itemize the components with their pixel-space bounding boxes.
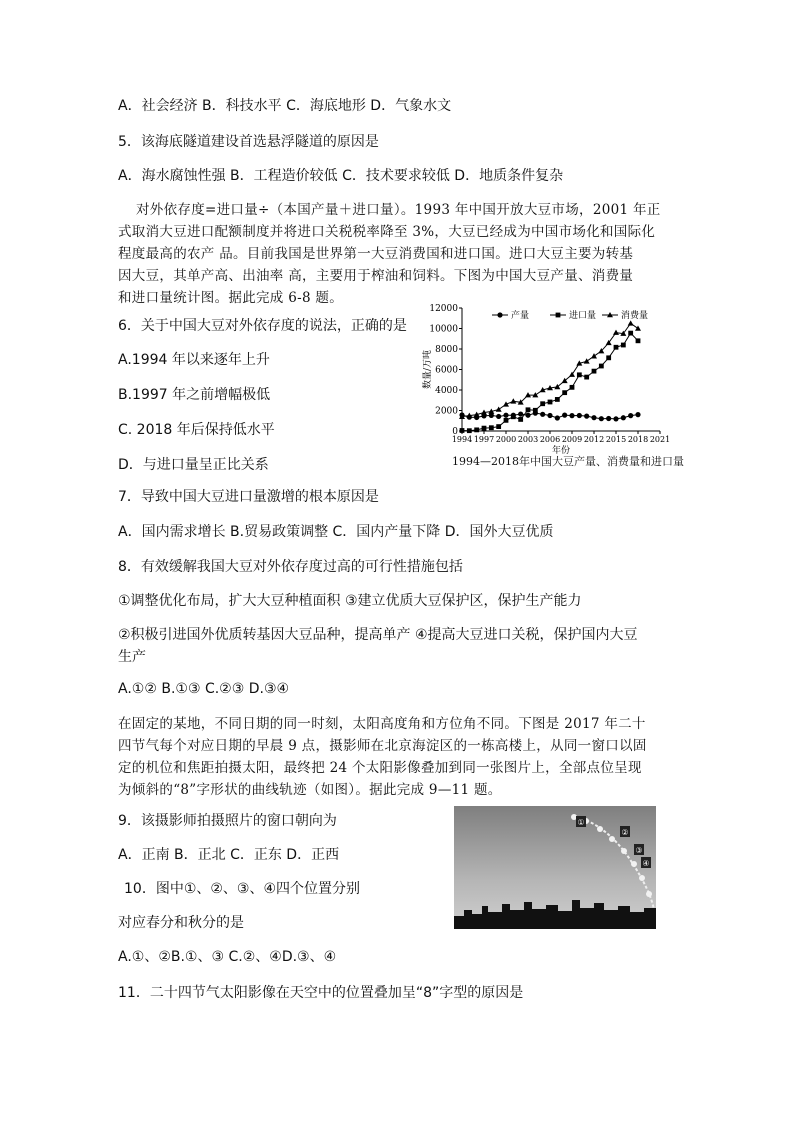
y-tick-label: 10000 (429, 324, 458, 335)
data-point-circle (606, 416, 611, 421)
analemma-photo (454, 806, 656, 929)
data-point-square (614, 345, 619, 350)
data-point-triangle (628, 320, 634, 325)
q5-stem: 5．该海底隧道建设首选悬浮隧道的原因是 (118, 134, 379, 150)
soybean-chart (420, 300, 682, 470)
chart-caption: 1994—2018年中国大豆产量、消费量和进口量 (452, 455, 684, 468)
analemma-photo-svg (454, 806, 656, 929)
x-axis-label: 年份 (551, 446, 571, 456)
data-point-circle (599, 416, 604, 421)
passage1-line1: 对外依存度=进口量÷（本国产量＋进口量）。1993 年中国开放大豆市场，2001 年正 (136, 202, 661, 218)
data-point-square (636, 338, 641, 343)
q5-options: A．海水腐蚀性强 B．工程造价较低 C．技术要求较低 D．地质条件复杂 (118, 168, 564, 184)
y-tick-label: 12000 (429, 304, 458, 314)
data-point-circle (628, 413, 633, 418)
legend-label: 产量 (511, 311, 530, 321)
q7-options: A．国内需求增长 B.贸易政策调整 C．国内产量下降 D．国外大豆优质 (118, 524, 554, 540)
x-tick-label: 2000 (495, 435, 517, 444)
data-point-square (526, 407, 531, 412)
data-point-triangle (496, 406, 502, 411)
data-point-square (467, 428, 472, 433)
data-point-square (482, 426, 487, 431)
data-point-square (628, 331, 633, 336)
data-point-circle (569, 413, 574, 418)
x-tick-label: 2009 (561, 435, 583, 444)
x-tick-label: 2015 (605, 435, 627, 444)
q6-option-c: C. 2018 年后保持低水平 (118, 422, 275, 438)
marker-3: ③ (635, 846, 643, 855)
y-tick-label: 6000 (435, 365, 458, 376)
data-point-triangle (613, 330, 619, 335)
data-point-square (606, 355, 611, 360)
legend-label: 进口量 (569, 311, 597, 321)
passage2-line1: 在固定的某地，不同日期的同一时刻，太阳高度角和方位角不同。下图是 2017 年二十 (118, 716, 646, 732)
data-point-square (474, 427, 479, 432)
data-point-triangle (569, 372, 575, 377)
data-point-circle (547, 413, 552, 418)
q8-options: A.①② B.①③ C.②③ D.③④ (118, 681, 290, 697)
q4-options: A．社会经济 B．科技水平 C．海底地形 D．气象水文 (118, 98, 452, 114)
passage1-line4: 因大豆，其单产高、出油率 高，主要用于榨油和饲料。下图为中国大豆产量、消费量 (118, 268, 634, 284)
data-point-triangle (635, 326, 641, 331)
y-tick-label: 4000 (435, 386, 458, 396)
x-tick-label: 2012 (583, 435, 605, 444)
data-point-circle (584, 414, 589, 419)
data-point-square (599, 364, 604, 369)
data-point-square (584, 375, 589, 380)
q10-stem: 10．图中①、②、③、④四个位置分别 (124, 881, 361, 897)
data-point-circle (525, 413, 530, 418)
x-tick-label: 1997 (473, 435, 495, 444)
passage1-line2: 式取消大豆进口配额制度并将进口关税税率降至 3%，大豆已经成为中国市场化和国际化 (118, 224, 656, 240)
x-tick-label: 1994 (451, 435, 473, 444)
passage1-line3: 程度最高的农产 品。目前我国是世界第一大豆消费国和进口国。进口大豆主要为转基 (118, 246, 634, 262)
q8-measures-line1: ①调整优化布局，扩大大豆种植面积 ③建立优质大豆保护区，保护生产能力 (118, 593, 582, 609)
data-point-square (555, 397, 560, 402)
q7-stem: 7．导致中国大豆进口量激增的根本原因是 (118, 489, 379, 505)
data-point-square (562, 390, 567, 395)
data-point-triangle (510, 398, 516, 403)
data-point-square (570, 385, 575, 390)
marker-1: ① (577, 818, 585, 827)
data-point-circle (540, 412, 545, 417)
data-point-square (489, 425, 494, 430)
data-point-square (496, 424, 501, 429)
marker-2: ② (621, 828, 629, 837)
x-tick-label: 2006 (539, 435, 561, 444)
data-point-circle (613, 416, 618, 421)
data-point-square (577, 372, 582, 377)
passage1-line5: 和进口量统计图。据此完成 6-8 题。 (118, 290, 344, 306)
data-point-square (621, 343, 626, 348)
data-point-square (518, 417, 523, 422)
q9-options: A．正南 B．正北 C．正东 D．正西 (118, 847, 340, 863)
q6-option-d: D．与进口量呈正比关系 (118, 457, 269, 473)
y-tick-label: 0 (452, 427, 458, 437)
data-point-square (504, 418, 509, 423)
data-point-square (540, 401, 545, 406)
data-point-square (592, 369, 597, 374)
legend-marker-square (556, 313, 561, 318)
q10-options: A.①、②B.①、③ C.②、④D.③、④ (118, 949, 337, 965)
legend-label: 消费量 (621, 311, 649, 321)
data-point-circle (591, 415, 596, 420)
soybean-chart-svg (420, 300, 682, 470)
data-point-circle (635, 412, 640, 417)
passage2-line4: 为倾斜的“8”字形状的曲线轨迹（如图）。据此完成 9—11 题。 (118, 782, 502, 798)
legend-marker-circle (497, 312, 502, 317)
data-point-circle (562, 413, 567, 418)
data-point-square (511, 414, 516, 419)
q6-stem: 6．关于中国大豆对外依存度的说法，正确的是 (118, 318, 407, 334)
data-point-circle (555, 415, 560, 420)
y-axis-label: 数量/万吨 (423, 349, 433, 390)
data-point-square (533, 408, 538, 413)
data-point-circle (496, 414, 501, 419)
data-point-square (460, 428, 465, 433)
data-point-circle (577, 413, 582, 418)
data-point-triangle (591, 353, 597, 358)
data-point-circle (621, 415, 626, 420)
x-tick-label: 2021 (649, 435, 671, 444)
q8-measures-line2: ②积极引进国外优质转基因大豆品种，提高单产 ④提高大豆进口关税，保护国内大豆 (118, 627, 638, 643)
y-tick-label: 8000 (435, 345, 458, 355)
passage2-line2: 四节气每个对应日期的早晨 9 点，摄影师在北京海淀区的一栋高楼上，从同一窗口以固 (118, 738, 647, 754)
q9-stem: 9．该摄影师拍摄照片的窗口朝向为 (118, 813, 337, 829)
q10-stem-cont: 对应春分和秋分的是 (118, 915, 244, 931)
q6-option-b: B.1997 年之前增幅极低 (118, 387, 271, 403)
data-point-triangle (584, 358, 590, 363)
data-point-circle (518, 411, 523, 416)
q8-measures-line3: 生产 (118, 649, 146, 665)
q6-option-a: A.1994 年以来逐年上升 (118, 352, 270, 368)
q11-stem: 11．二十四节气太阳影像在天空中的位置叠加呈“8”字型的原因是 (118, 985, 524, 1001)
y-tick-label: 2000 (435, 406, 458, 417)
marker-4: ④ (642, 859, 650, 868)
x-tick-label: 2018 (627, 435, 649, 444)
q8-stem: 8．有效缓解我国大豆对外依存度过高的可行性措施包括 (118, 559, 463, 575)
data-point-square (548, 400, 553, 405)
x-tick-label: 2003 (517, 435, 539, 444)
passage2-line3: 定的机位和焦距拍摄太阳，最终把 24 个太阳影像叠加到同一张图片上，全部点位呈现 (118, 760, 642, 776)
data-point-circle (503, 413, 508, 418)
